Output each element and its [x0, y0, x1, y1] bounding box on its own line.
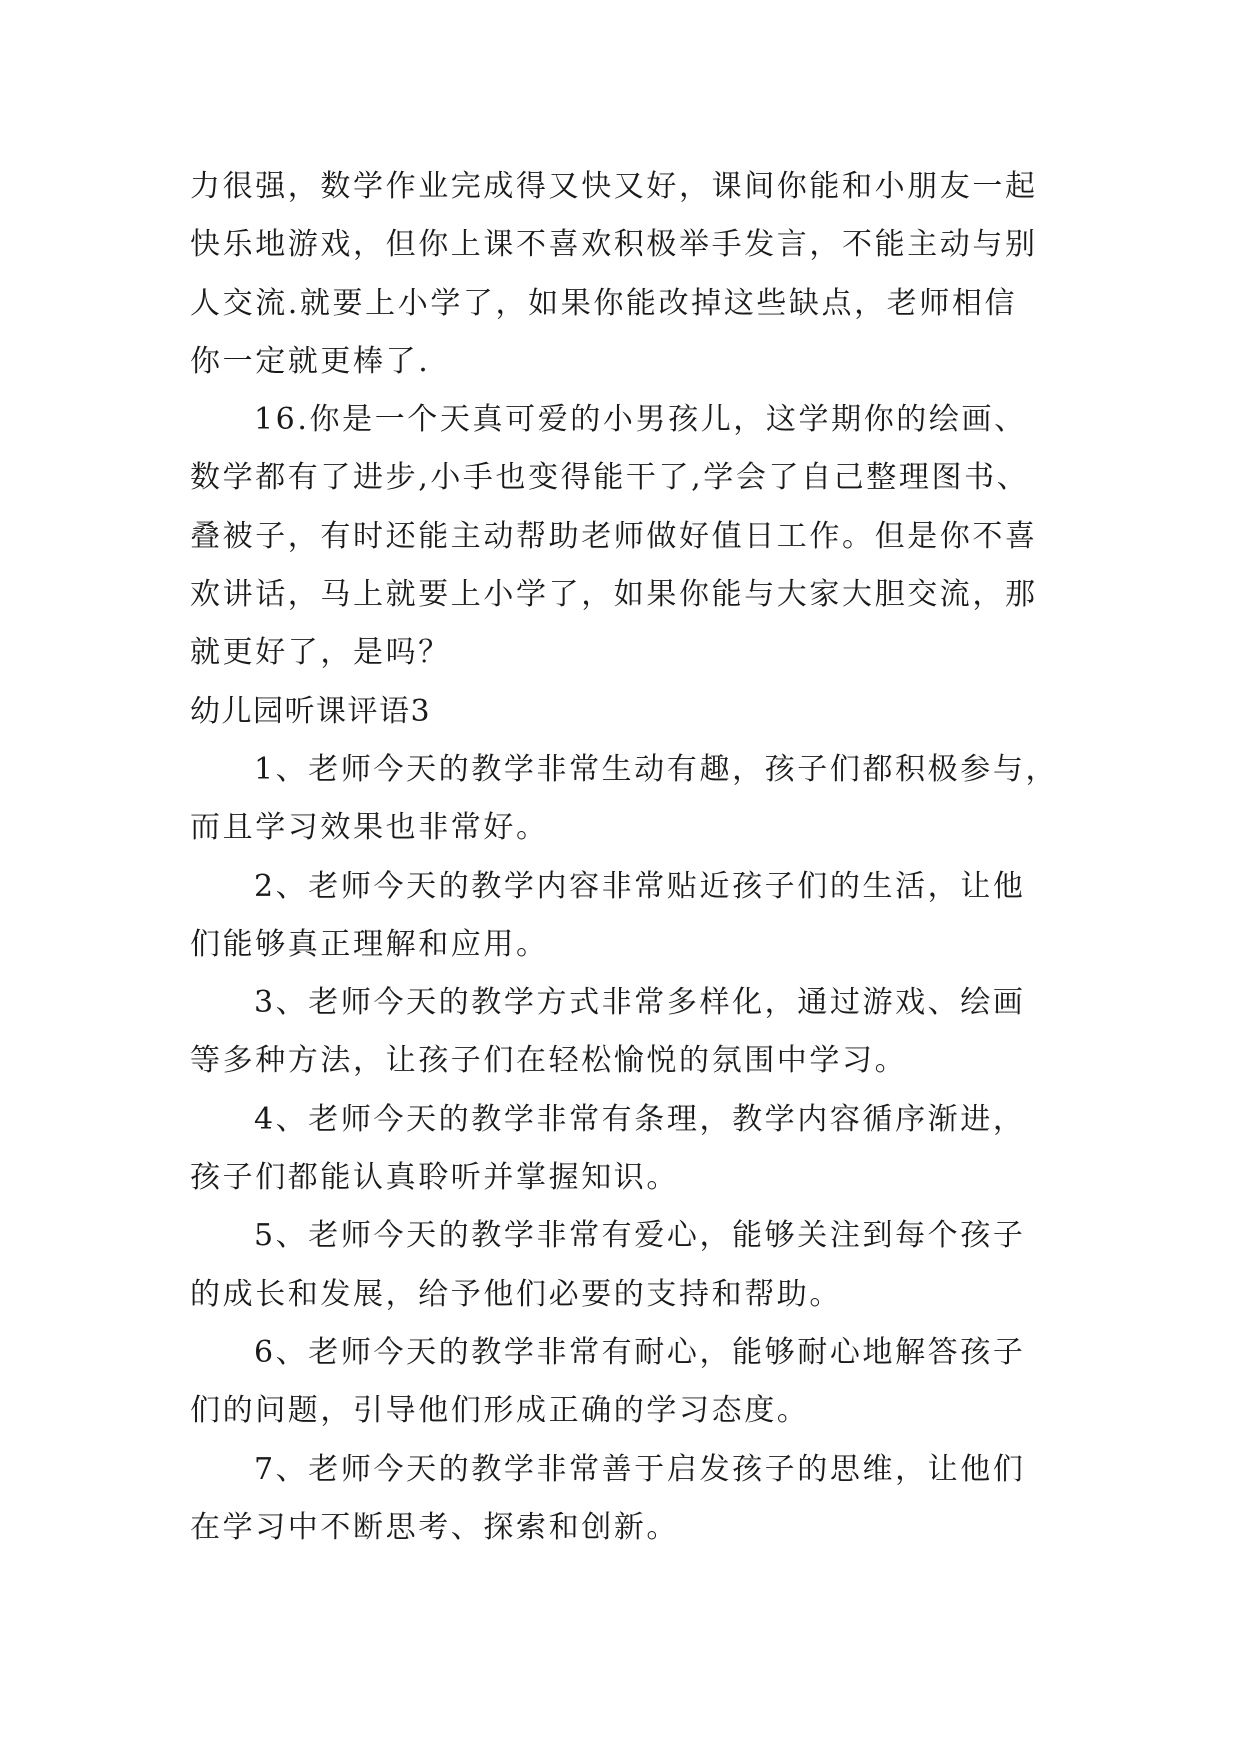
text-line: 你一定就更棒了. — [190, 343, 431, 379]
text-line: 2、老师今天的教学内容非常贴近孩子们的生活，让他 — [254, 868, 1026, 904]
text-line: 在学习中不断思考、探索和创新。 — [190, 1509, 679, 1545]
text-line: 叠被子，有时还能主动帮助老师做好值日工作。但是你不喜 — [190, 518, 1038, 554]
text-line: 们的问题，引导他们形成正确的学习态度。 — [190, 1393, 810, 1429]
text-line: 等多种方法，让孩子们在轻松愉悦的氛围中学习。 — [190, 1043, 908, 1079]
text-line: 3、老师今天的教学方式非常多样化，通过游戏、绘画 — [254, 985, 1026, 1021]
text-line: 而且学习效果也非常好。 — [190, 810, 549, 846]
section-heading: 幼儿园听课评语3 — [190, 693, 432, 729]
text-line: 1、老师今天的教学非常生动有趣，孩子们都积极参与， — [254, 751, 1059, 787]
text-line: 人交流.就要上小学了，如果你能改掉这些缺点，老师相信 — [190, 285, 1018, 321]
text-line: 的成长和发展，给予他们必要的支持和帮助。 — [190, 1276, 842, 1312]
text-line: 16.你是一个天真可爱的小男孩儿，这学期你的绘画、 — [254, 402, 1027, 438]
text-line: 7、老师今天的教学非常善于启发孩子的思维，让他们 — [254, 1451, 1026, 1487]
document-body — [190, 158, 1070, 1557]
text-line: 5、老师今天的教学非常有爱心，能够关注到每个孩子 — [254, 1218, 1026, 1254]
text-line: 孩子们都能认真聆听并掌握知识。 — [190, 1160, 679, 1196]
text-line: 4、老师今天的教学非常有条理，教学内容循序渐进， — [254, 1101, 1026, 1137]
text-line: 们能够真正理解和应用。 — [190, 926, 549, 962]
text-line: 数学都有了进步,小手也变得能干了,学会了自己整理图书、 — [190, 460, 1030, 496]
text-line: 欢讲话，马上就要上小学了，如果你能与大家大胆交流，那 — [190, 577, 1038, 613]
text-line: 快乐地游戏，但你上课不喜欢积极举手发言，不能主动与别 — [190, 227, 1038, 263]
text-line: 就更好了，是吗？ — [190, 635, 451, 671]
text-line: 力很强，数学作业完成得又快又好，课间你能和小朋友一起 — [190, 169, 1038, 204]
text-line: 6、老师今天的教学非常有耐心，能够耐心地解答孩子 — [254, 1334, 1026, 1370]
